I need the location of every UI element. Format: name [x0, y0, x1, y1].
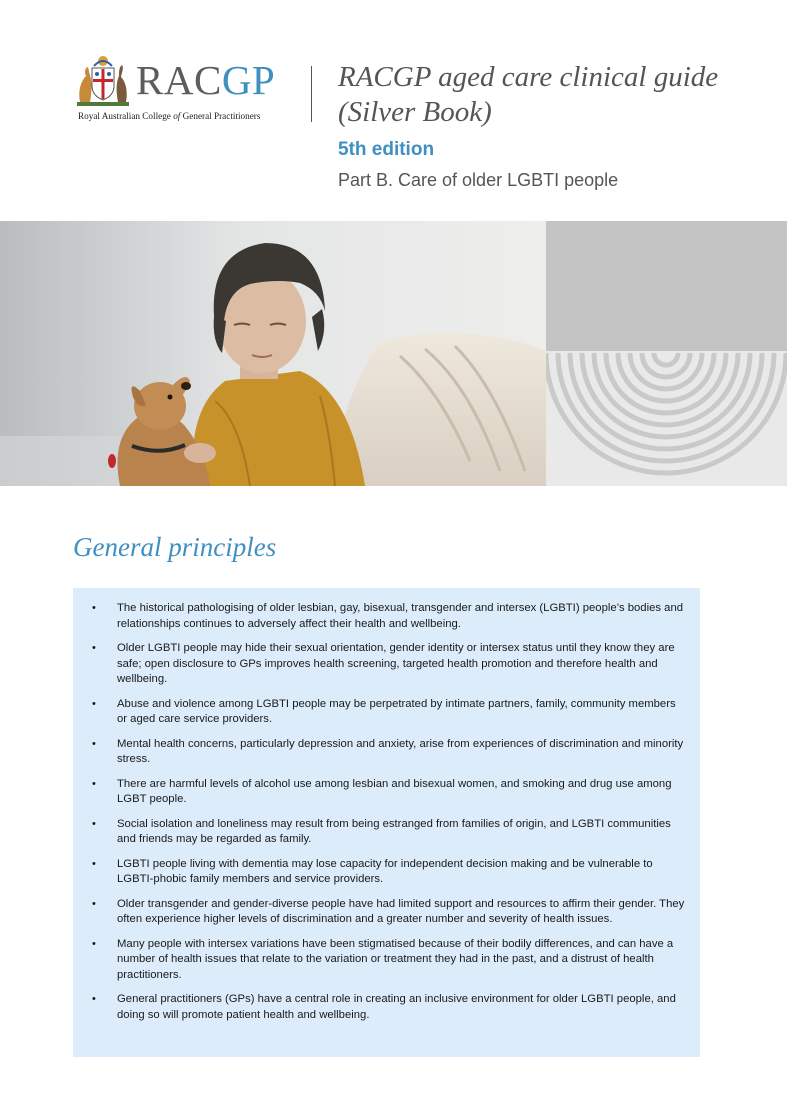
list-item: • The historical pathologising of older lesbian, gay, bisexual, transgender and intersex (LGBTI) people’s bodies and relationships continues to adversely affect their health and wellbeing.	[92, 602, 684, 630]
list-item: • There are harmful levels of alcohol use among lesbian and bisexual women, and smoking and drug use among LGBT people.	[92, 777, 672, 805]
coat-of-arms-icon	[74, 52, 132, 108]
part-label: Part B. Care of older LGBTI people	[338, 170, 619, 190]
list-item: • Social isolation and loneliness may result from being estranged from families of origin, and LGBTI communities and friends may be regarded as family.	[92, 817, 671, 845]
list-item: • Older LGBTI people may hide their sexual orientation, gender identity or intersex status until they know they are safe; open disclosure to GPs improves health screening, targeted health promotion and therefore health and wellbeing.	[92, 642, 675, 685]
bullet-icon: •	[92, 602, 96, 614]
bullet-icon: •	[92, 857, 96, 870]
logo-wordmark: RACGP	[136, 57, 276, 103]
decorative-arcs-panel	[546, 221, 787, 486]
bullet-icon: •	[92, 817, 96, 830]
list-item: • General practitioners (GPs) have a central role in creating an inclusive environment for older LGBTI people, and doing so will promote patient health and wellbeing.	[92, 993, 676, 1021]
logo-subtitle: Royal Australian College of General Practitioners	[78, 111, 261, 121]
list-item: • Mental health concerns, particularly depression and anxiety, arise from experiences of discrimination and minority stress.	[92, 737, 684, 765]
header-divider	[311, 66, 312, 122]
edition-label: 5th edition	[338, 139, 435, 160]
concentric-arcs-graphic	[546, 221, 787, 486]
list-item: • LGBTI people living with dementia may lose capacity for independent decision making and be vulnerable to LGBTI-phobic family members and service providers.	[92, 857, 653, 885]
document-title: RACGP aged care clinical guide (Silver Book)	[338, 61, 719, 128]
list-item: • Older transgender and gender-diverse people have had limited support and resources to affirm their gender. They often experience higher levels of discrimination and a greater number and severity of health issues.	[92, 897, 685, 925]
principles-box	[73, 588, 700, 1057]
racgp-logo	[72, 50, 287, 130]
bullet-icon: •	[92, 777, 96, 790]
woman-with-dog-illustration	[0, 221, 546, 486]
list-item: • Many people with intersex variations have been stigmatised because of their bodily differences, and can have a number of health issues that relate to the variation or treatment they had in the past, and a distrust of health practitioners.	[92, 937, 674, 981]
bullet-icon: •	[92, 737, 96, 750]
bullet-icon: •	[92, 897, 96, 910]
bullet-icon: •	[92, 697, 96, 710]
hero-photo	[0, 221, 546, 486]
bullet-icon: •	[92, 937, 96, 950]
principles-list	[91, 601, 686, 1023]
list-item: • Abuse and violence among LGBTI people may be perpetrated by intimate partners, family, community members or aged care service providers.	[92, 697, 676, 725]
section-heading: General principles	[73, 532, 277, 562]
bullet-icon: •	[92, 993, 96, 1005]
bullet-icon: •	[92, 642, 96, 654]
